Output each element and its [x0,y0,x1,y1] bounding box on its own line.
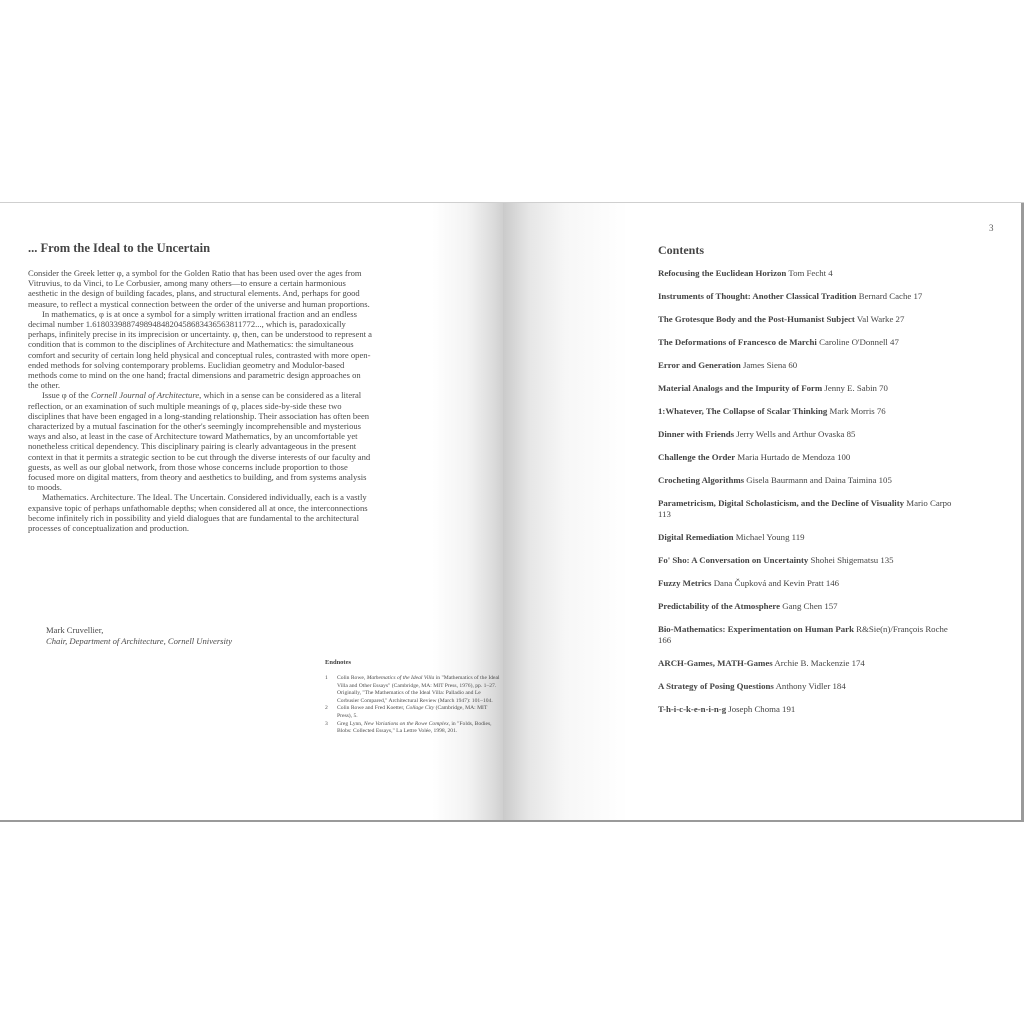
contents-entry [658,268,958,279]
signature [46,625,346,647]
contents-entry-title: T-h-i-c-k-e-n-i-n-g [658,704,727,714]
endnote [325,675,503,705]
endnote-text: Colin Rowe and Fred Koetter, [337,705,406,712]
contents-entry-title: The Grotesque Body and the Post-Humanist Subject [658,314,855,324]
contents-entry-title: Fuzzy Metrics [658,578,712,588]
contents-entry-title: Fo' Sho: A Conversation on Uncertainty [658,555,809,565]
contents-entry [658,532,958,543]
endnote-number: 1 [325,675,328,681]
contents-entry [658,601,958,612]
contents-entry [658,406,958,417]
right-page [503,202,1024,822]
contents-entry-author: Shohei Shigematsu 135 [810,555,894,565]
issue-text-after: , which in a sense can be considered as a literal reflection, or an examination of such multiple meanings of φ, places side-by-side these two disciplines that have been engaged in a long-standing relationship. Their association has often been characterized by a mutual fascination for the other's seemingly incomprehensible and mysterious ways and also, at least in the case of Architecture toward Mathematics, by an uncomfortable yet nonetheless critical dependency. This disciplinary pairing is clearly advantageous in the present context in that it permits a strategic section to be cut through the diverse interests of our faculty and guests, as well as our global network, from those whose concerns include proportion to those focused more on digital matters, from theory and aesthetics to building, and from systems analysis to moods. [28,390,371,493]
contents-entry [658,360,958,371]
contents-entry-author: Mark Morris 76 [829,406,886,416]
contents-entry [658,429,958,440]
journal-name: Cornell Journal of Architecture [90,390,200,401]
contents-entry [658,314,958,325]
contents-entry-title: Crocheting Algorithms [658,475,745,485]
contents-entry [658,383,958,394]
contents-entry-title: Predictability of the Atmosphere [658,601,781,611]
contents-entry-title: Challenge the Order [658,452,736,462]
endnote-text: Colin Rowe, [337,675,367,681]
contents-entry [658,498,958,520]
contents-entry [658,681,958,692]
contents-entry-author: Joseph Choma 191 [728,704,796,714]
endnote-text: , in "Folds, Bodies, Blobs: Collected Essays," La Lettre Volée, 1998, 201. [337,720,492,735]
contents-entry-author: R&Sie(n)/François Roche 166 [658,624,948,645]
contents-entry-author: Jenny E. Sabin 70 [824,383,888,393]
contents-entry-author: Mario Carpo 113 [658,498,952,519]
endnote-title: New Variations on the Rowe Complex [363,720,449,727]
contents-entry-title: Refocusing the Euclidean Horizon [658,268,787,278]
contents-entry-author: Val Warke 27 [856,314,905,324]
contents-list [658,268,958,727]
contents-entry [658,578,958,589]
essay-paragraph-issue [28,390,372,492]
contents-entry-author: Maria Hurtado de Mendoza 100 [737,452,851,462]
page-number: 3 [989,223,994,233]
endnote-number: 2 [325,705,328,712]
contents-entry [658,624,958,646]
signature-role: Chair, Department of Architecture, Cornell University [46,636,233,646]
essay-body [28,268,372,533]
contents-entry-title: Error and Generation [658,360,741,370]
contents-entry-title: Material Analogs and the Impurity of Form [658,383,823,393]
issue-text-before: Issue φ of the [42,390,91,401]
endnote [325,705,503,720]
contents-entry-author: Caroline O'Donnell 47 [819,337,899,347]
contents-entry [658,658,958,669]
contents-entry-title: Digital Remediation [658,532,734,542]
contents-entry-title: A Strategy of Posing Questions [658,681,774,691]
contents-entry-title: Bio-Mathematics: Experimentation on Human Park [658,624,854,634]
essay-paragraph: Consider the Greek letter φ, a symbol for the Golden Ratio that has been used over the ages from Vitruvius, to da Vinci, to Le Corbusier, among many others—to ensure a certain harmonious aesthetic in the design of building facades, plans, and structural elements. And, perhaps for good measure, to reflect a mystical connection between the order of the universe and human proportions. [28,268,370,309]
endnotes-title: Endnotes [325,659,352,666]
contents-entry-title: Parametricism, Digital Scholasticism, and the Decline of Visuality [658,498,905,508]
contents-entry-author: Michael Young 119 [735,532,805,542]
contents-entry [658,291,958,302]
contents-entry [658,475,958,486]
contents-entry-title: Dinner with Friends [658,429,735,439]
left-page [0,202,503,822]
endnote-text: in "Mathematics of the Ideal Villa and Other Essays" (Cambridge, MA: MIT Press, 1976), pp. 1–27. Originally, "The Mathematics of the Ideal Villa: Palladio and Le Corbusier Compared," Architectural Review (March 1947): 101–104. [337,675,500,704]
contents-entry-author: Gisela Baurmann and Daina Taimina 105 [746,475,892,485]
contents-entry-title: ARCH-Games, MATH-Games [658,658,773,668]
endnote [325,721,503,736]
endnotes-list [325,675,503,736]
contents-entry-author: Archie B. Mackenzie 174 [774,658,865,668]
signature-name: Mark Cruvellier, [46,625,104,635]
book-spread [0,202,1024,822]
endnote-text: (Cambridge, MA: MIT Press), 5. [337,705,488,719]
contents-entry-author: Gang Chen 157 [782,601,838,611]
contents-entry [658,555,958,566]
contents-entry-title: The Deformations of Francesco de Marchi [658,337,817,347]
contents-entry-author: Anthony Vidler 184 [775,681,846,691]
contents-entry [658,337,958,348]
essay-title: ... From the Ideal to the Uncertain [28,241,211,255]
essay-paragraph: In mathematics, φ is at once a symbol for a simply written irrational fraction and an endless decimal number 1.61803398874989484820458683436563811772..., which is, paradoxically perhaps, infinitely precise in its imprecision or uncertainty. φ, then, can be understood to represent a condition that is common to the disciplines of Architecture and Mathematics: the simultaneous comfort and security of certain long held physical and conceptual rules, contrasted with more open-ended methods for solving contemporary problems. Euclidian geometry and Modulor-based methods come to mind on the one hand; fractal dimensions and parametric design approaches on the other. [28,308,372,391]
contents-entry-title: Instruments of Thought: Another Classical Tradition [658,291,857,301]
endnote-number: 3 [325,720,328,727]
endnote-title: Collage City [405,705,435,712]
contents-entry-author: Jerry Wells and Arthur Ovaska 85 [736,429,856,439]
contents-title: Contents [658,243,705,257]
endnote-text: Greg Lynn, [337,720,364,727]
contents-entry-author: James Siena 60 [742,360,798,370]
essay-paragraph: Mathematics. Architecture. The Ideal. The Uncertain. Considered individually, each is a vastly expansive topic of perhaps unfathomable depths; when considered all at once, the interconnections become infinitely rich in possibility and yield dialogues that are fundamental to the architectural processes of conceptualization and production. [28,492,368,534]
contents-entry [658,704,958,715]
contents-entry-author: Tom Fecht 4 [788,268,833,278]
contents-entry-title: 1:Whatever, The Collapse of Scalar Thinking [658,406,828,416]
endnote-title: Mathematics of the Ideal Villa [366,675,435,681]
contents-entry [658,452,958,463]
contents-entry-author: Dana Čupková and Kevin Pratt 146 [713,578,840,588]
contents-entry-author: Bernard Cache 17 [858,291,923,301]
